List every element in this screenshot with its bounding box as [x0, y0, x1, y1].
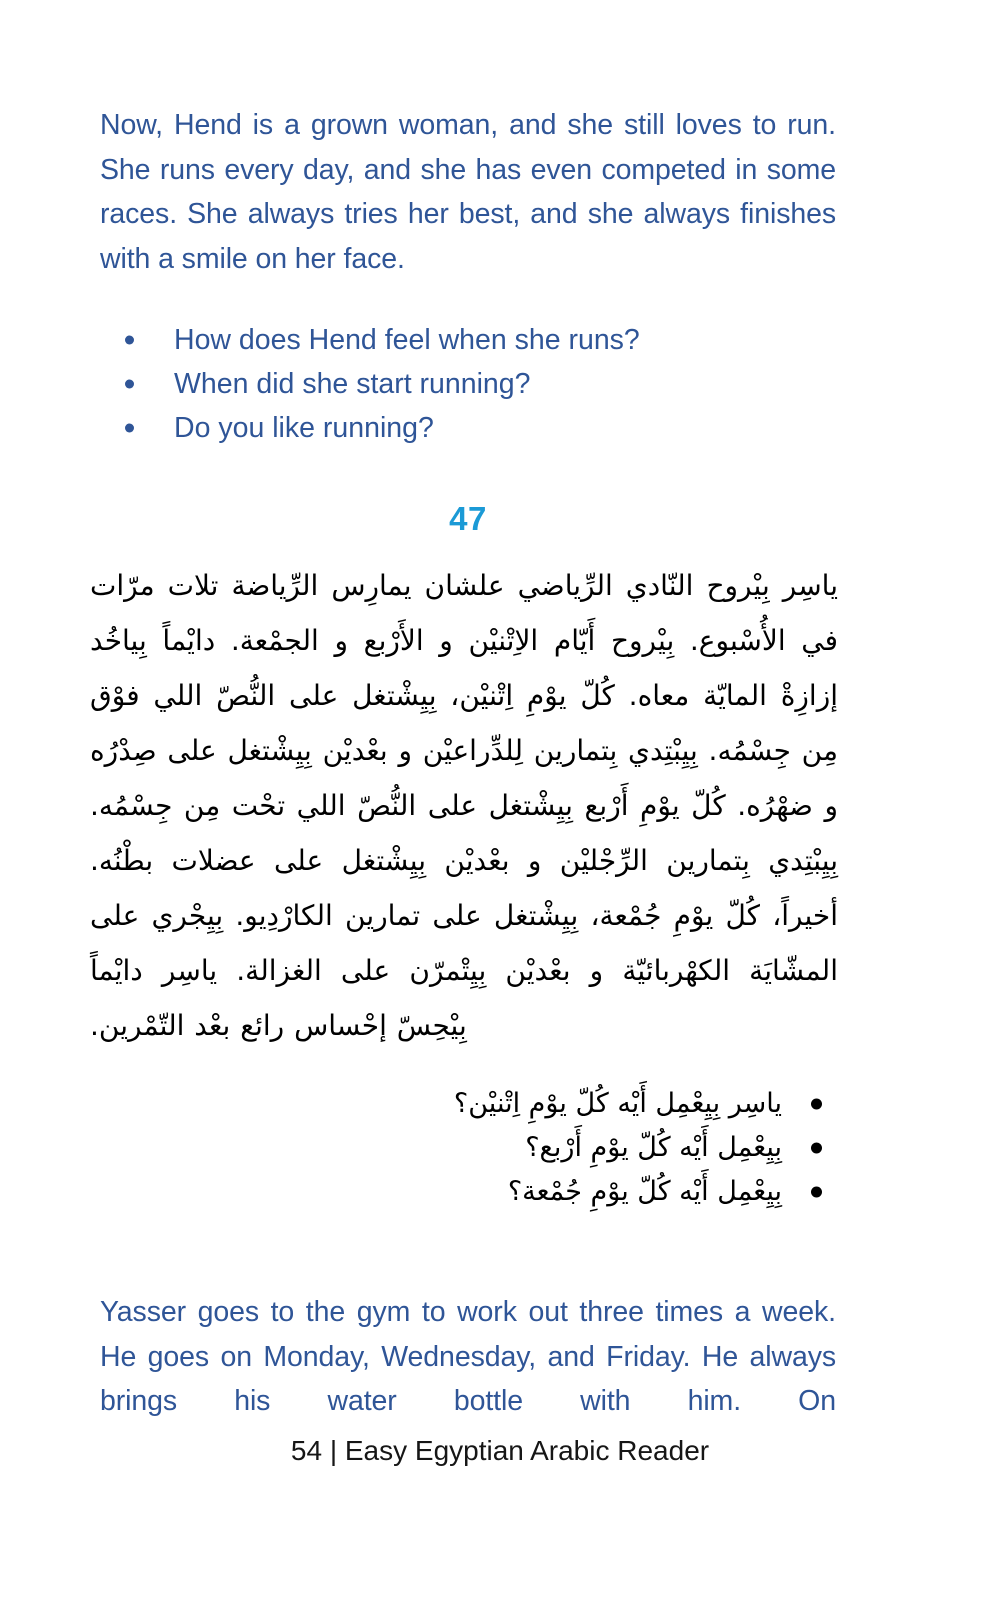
bullet-icon	[125, 424, 134, 433]
english-question-text: Do you like running?	[174, 412, 434, 444]
arabic-story-paragraph: ياسِر بِيْروح النّادي الرِّياضي علشان يمارِس الرِّياضة تلات مرّات في الأُسْبوع. بِيْروح أَيّام الاِتْنيْن و الأَرْبع و الجمْعة. دايْماً بِياخُد إزازِةْ المايّة معاه. كُلّ يوْمِ اِتْنيْن، بِيِشْتغل على النُّصّ اللي فوْق مِن جِسْمُه. بِيِبْتِدي بِتمارين لِلدِّراعيْن و بعْديْن بِيِشْتغل على صِدْرُه و ضهْرُه. كُلّ يوْمِ أَرْبع بِيِشْتغل على النُّصّ اللي تحْت مِن جِسْمُه. بِيِبْتِدي بِتمارين الرِّجْليْن و بعْديْن بِيِشْتغل على عضلات بطْنُه. أخيراً، كُلّ يوْمِ جُمْعة، بِيِشْتغل على تمارين الكارْدِيو. بِيِجْري على المشّايَة الكهْربائيّة و بعْديْن بِيِتْمرّن على الغزالة. ياسِر دايْماً بِيْحِسّ إحْساس رائع بعْد التّمْرين.	[90, 569, 838, 1042]
outro-paragraph: Yasser goes to the gym to work out three times a week. He goes on Monday, Wednesday, and Friday. He always brings his water bottle with him. On	[100, 1296, 836, 1417]
list-item	[100, 318, 800, 362]
intro-paragraph: Now, Hend is a grown woman, and she still loves to run. She runs every day, and she has even competed in some races. She always tries her best, and she always finishes with a smile on her face.	[100, 109, 836, 275]
arabic-question-text: بِيِعْمِل أَيْه كُلّ يوْمِ جُمْعة؟	[507, 1176, 782, 1207]
arabic-question-text: ياسِر بِيِعْمِل أَيْه كُلّ يوْمِ اِتْنيْن؟	[453, 1088, 782, 1119]
arabic-question-list	[100, 1082, 822, 1214]
page-footer: 54 | Easy Egyptian Arabic Reader	[290, 1435, 710, 1466]
list-item	[100, 1170, 822, 1214]
list-item	[100, 1082, 822, 1126]
english-question-text: How does Hend feel when she runs?	[174, 324, 640, 356]
bullet-icon	[811, 1187, 822, 1198]
english-question-list	[100, 318, 800, 450]
bullet-icon	[811, 1099, 822, 1110]
english-question-text: When did she start running?	[174, 368, 531, 400]
bullet-icon	[125, 336, 134, 345]
arabic-question-text: بِيِعْمِل أَيْه كُلّ يوْمِ أَرْبع؟	[525, 1132, 782, 1163]
bullet-icon	[125, 380, 134, 389]
list-item	[100, 362, 800, 406]
section-number: 47	[449, 500, 487, 537]
list-item	[100, 1126, 822, 1170]
bullet-icon	[811, 1143, 822, 1154]
list-item	[100, 406, 800, 450]
